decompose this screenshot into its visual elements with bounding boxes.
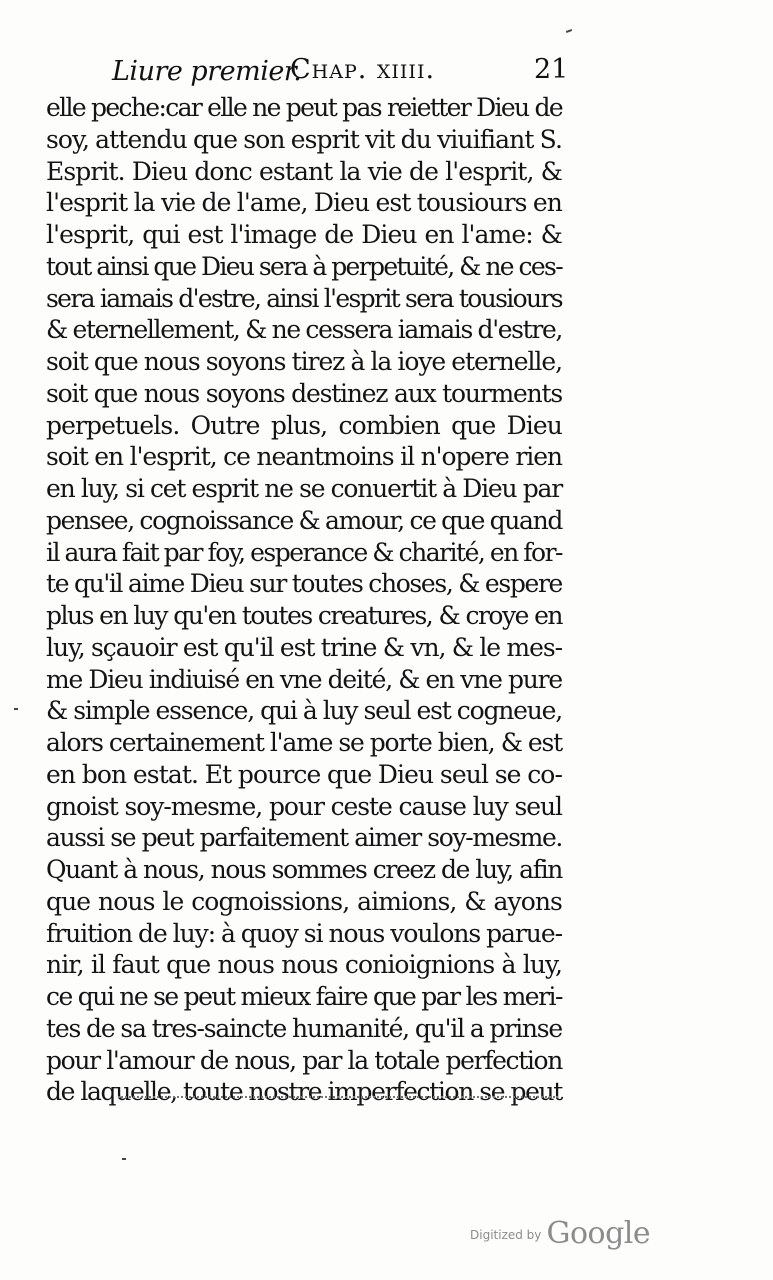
body-text xyxy=(46,92,562,1108)
digitization-watermark xyxy=(470,1216,650,1252)
text-line: luy, sçauoir est qu'il est trine & vn, & le mes- xyxy=(46,632,562,662)
text-line: pensee, cognoissance & amour, ce que quand xyxy=(46,505,562,535)
text-line: perpetuels. Outre plus, combien que Dieu xyxy=(46,410,562,440)
text-line: soy, attendu que son esprit vit du viuifiant S. xyxy=(46,124,562,154)
text-line: en bon estat. Et pource que Dieu seul se co- xyxy=(46,759,562,789)
watermark-label: Digitized by xyxy=(470,1228,542,1242)
text-line: Quant à nous, nous sommes creez de luy, afin xyxy=(46,855,562,884)
text-line: me Dieu indiuisé en vne deité, & en vne pure xyxy=(46,664,562,694)
text-line: il aura fait par foy, esperance & charité, en for- xyxy=(46,537,562,567)
page-speck xyxy=(566,29,572,33)
page-number: 21 xyxy=(534,54,569,85)
text-line: aussi se peut parfaitement aimer soy-mesme. xyxy=(46,823,562,853)
text-line: que nous le cognoissions, aimions, & ayons xyxy=(46,886,562,916)
running-title: Liure premier. xyxy=(112,56,302,87)
text-line: fruition de luy: à quoy si nous voulons parue- xyxy=(46,918,562,948)
text-line: soit en l'esprit, ce neantmoins il n'opere rien xyxy=(46,442,562,472)
text-line: soit que nous soyons destinez aux tourments xyxy=(46,378,562,408)
text-line: ce qui ne se peut mieux faire que par les meri- xyxy=(46,982,562,1011)
text-line: nir, il faut que nous nous conioignions à luy, xyxy=(46,950,562,980)
text-line: soit que nous soyons tirez à la ioye eternelle, xyxy=(46,347,562,376)
text-line: l'esprit, qui est l'image de Dieu en l'ame: & xyxy=(46,220,562,249)
chapter-heading: Chap. xiiii. xyxy=(290,54,436,85)
page-header xyxy=(112,50,572,90)
text-line: gnoist soy-mesme, pour ceste cause luy seul xyxy=(46,791,562,821)
text-line: tes de sa tres-saincte humanité, qu'il a prinse xyxy=(46,1013,562,1043)
text-line: plus en luy qu'en toutes creatures, & croye en xyxy=(46,601,562,630)
text-line: elle peche:car elle ne peut pas reietter Dieu de xyxy=(46,93,562,122)
text-line: te qu'il aime Dieu sur toutes choses, & espere xyxy=(46,569,562,599)
google-logo: Google xyxy=(546,1216,651,1251)
text-line: tout ainsi que Dieu sera à perpetuité, & ne ces- xyxy=(46,251,562,281)
text-line: & simple essence, qui à luy seul est cogneue, xyxy=(46,696,562,726)
page-speck xyxy=(14,708,18,710)
text-line: Esprit. Dieu donc estant la vie de l'esprit, & xyxy=(46,156,562,186)
text-line: alors certainement l'ame se porte bien, & est xyxy=(46,728,562,757)
text-line: l'esprit la vie de l'ame, Dieu est tousiours en xyxy=(46,188,562,218)
text-line: sera iamais d'estre, ainsi l'esprit sera tousiours xyxy=(46,283,562,313)
text-line: & eternellement, & ne cessera iamais d'estre, xyxy=(46,315,562,345)
text-line: en luy, si cet esprit ne se conuertit à Dieu par xyxy=(46,474,562,503)
page-speck xyxy=(122,1158,126,1160)
text-line: de laquelle, toute nostre imperfection se peut xyxy=(46,1077,562,1107)
text-line: pour l'amour de nous, par la totale perfection xyxy=(46,1045,562,1075)
cropped-next-line xyxy=(118,1096,558,1104)
